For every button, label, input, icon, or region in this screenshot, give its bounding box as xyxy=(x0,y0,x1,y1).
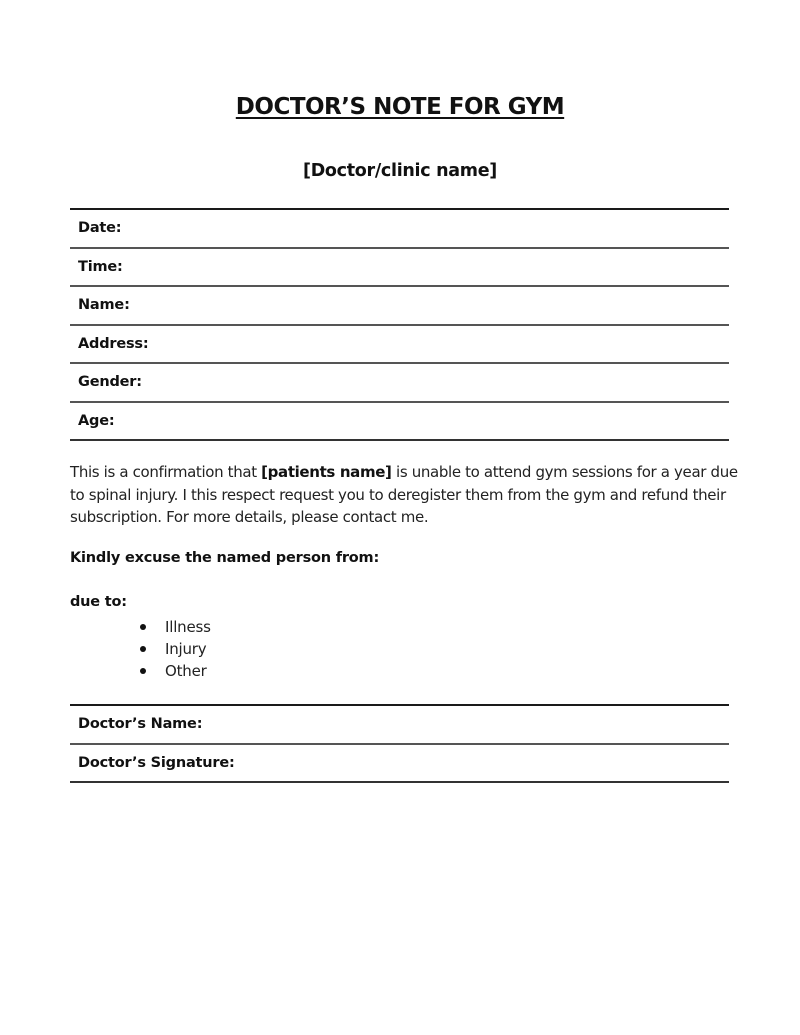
reason-item xyxy=(140,616,211,638)
patient-name-placeholder: [patients name] xyxy=(261,463,392,481)
paragraph-text-end: is unable to attend gym sessions for a year due to spinal injury. I this respect request you to deregister them from the gym and refund their subscription. For more details, please contact me. xyxy=(70,463,738,526)
confirmation-paragraph xyxy=(70,461,740,529)
date-field[interactable] xyxy=(70,210,729,249)
bullet-icon xyxy=(140,668,146,674)
patient-details-table xyxy=(70,208,729,441)
reason-label: Illness xyxy=(165,618,211,636)
time-label: Time: xyxy=(78,258,123,275)
clinic-name: [Doctor/clinic name] xyxy=(303,161,497,181)
address-label: Address: xyxy=(78,335,149,352)
name-label: Name: xyxy=(78,297,130,314)
reason-label: Other xyxy=(165,662,207,680)
address-field[interactable] xyxy=(70,326,729,365)
document-title xyxy=(0,94,800,120)
doctor-signature-label: Doctor’s Signature: xyxy=(78,754,235,771)
excuse-label: Kindly excuse the named person from: xyxy=(70,550,380,566)
reason-item xyxy=(140,638,211,660)
gender-label: Gender: xyxy=(78,374,142,391)
name-field[interactable] xyxy=(70,287,729,326)
due-to-label: due to: xyxy=(70,594,127,610)
date-label: Date: xyxy=(78,220,122,237)
doctor-name-label: Doctor’s Name: xyxy=(78,716,203,733)
age-field[interactable] xyxy=(70,403,729,442)
time-field[interactable] xyxy=(70,249,729,288)
reason-item xyxy=(140,660,211,682)
doctor-signature-field[interactable] xyxy=(70,745,729,784)
doctor-details-table xyxy=(70,704,729,783)
gender-field[interactable] xyxy=(70,364,729,403)
reason-label: Injury xyxy=(165,640,207,658)
paragraph-text-start: This is a confirmation that xyxy=(70,463,262,481)
bullet-icon xyxy=(140,624,146,630)
bullet-icon xyxy=(140,646,146,652)
doctor-name-field[interactable] xyxy=(70,706,729,745)
document-title-text: DOCTOR’S NOTE FOR GYM xyxy=(235,94,565,120)
age-label: Age: xyxy=(78,412,115,429)
reasons-list xyxy=(140,616,211,682)
